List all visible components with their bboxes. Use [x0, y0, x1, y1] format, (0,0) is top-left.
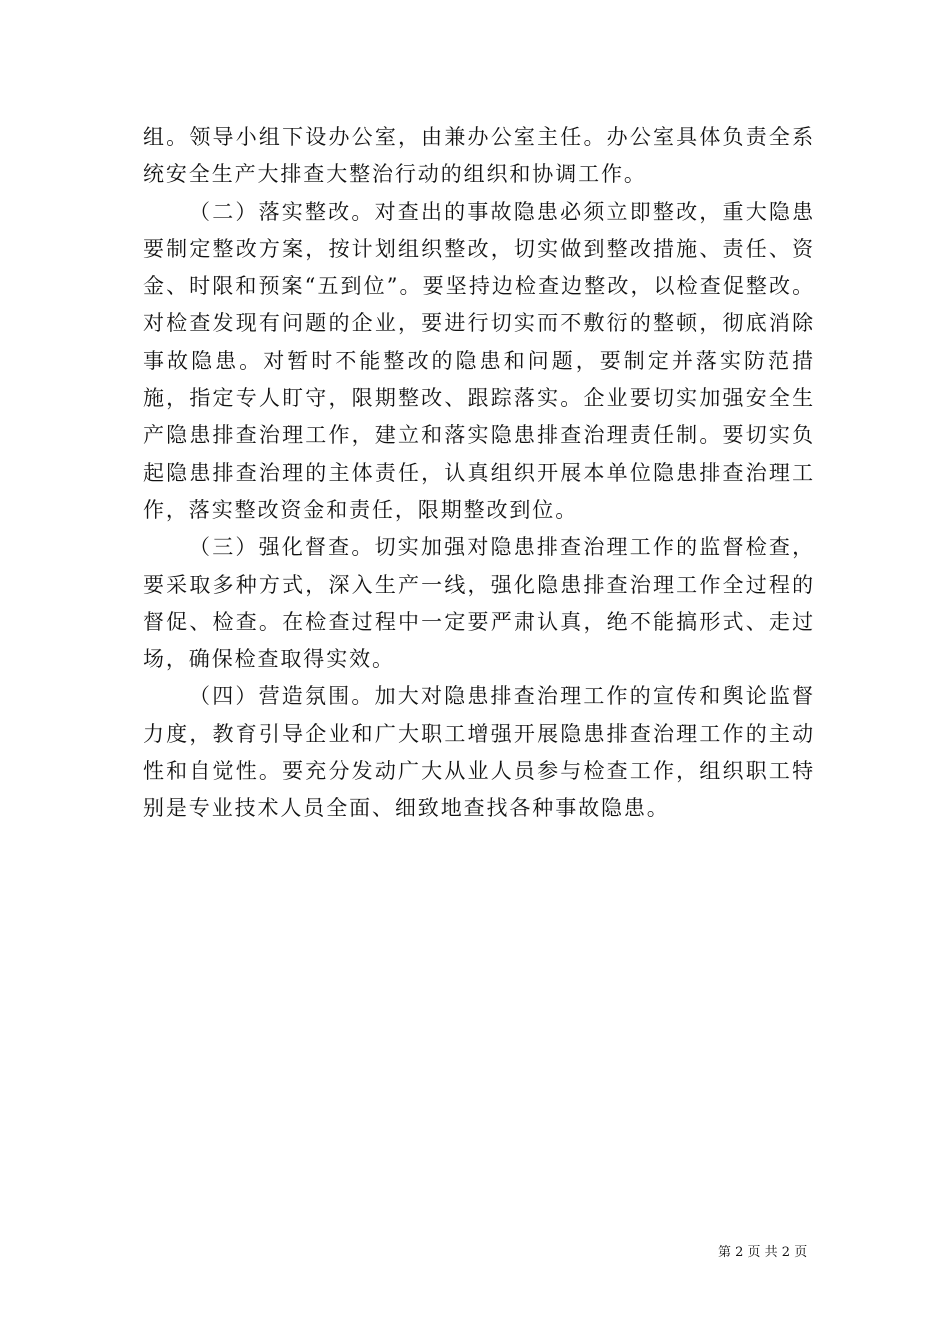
- page-number-footer: 第 2 页 共 2 页: [718, 1245, 808, 1260]
- paragraph-strengthen-supervision: （三）强化督查。切实加强对隐患排查治理工作的监督检查，要采取多种方式，深入生产一线，强化隐患排查治理工作全过程的督促、检查。在检查过程中一定要严肃认真，绝不能搞形式、走过场，确保检查取得实效。: [143, 535, 815, 672]
- paragraph-implement-rectification: （二）落实整改。对查出的事故隐患必须立即整改，重大隐患要制定整改方案，按计划组织整改，切实做到整改措施、责任、资金、时限和预案“五到位”。要坚持边检查边整改，以检查促整改。对检查发现有问题的企业，要进行切实而不敷衍的整顿，彻底消除事故隐患。对暂时不能整改的隐患和问题，要制定并落实防范措施，指定专人盯守，限期整改、跟踪落实。企业要切实加强安全生产隐患排查治理工作，建立和落实隐患排查治理责任制。要切实负起隐患排查治理的主体责任，认真组织开展本单位隐患排查治理工作，落实整改资金和责任，限期整改到位。: [143, 199, 815, 522]
- paragraph-continuation: 组。领导小组下设办公室，由兼办公室主任。办公室具体负责全系统安全生产大排查大整治行动的组织和协调工作。: [143, 125, 815, 187]
- paragraph-create-atmosphere: （四）营造氛围。加大对隐患排查治理工作的宣传和舆论监督力度，教育引导企业和广大职工增强开展隐患排查治理工作的主动性和自觉性。要充分发动广大从业人员参与检查工作，组织职工特别是专业技术人员全面、细致地查找各种事故隐患。: [143, 684, 815, 821]
- body-text: [143, 119, 815, 828]
